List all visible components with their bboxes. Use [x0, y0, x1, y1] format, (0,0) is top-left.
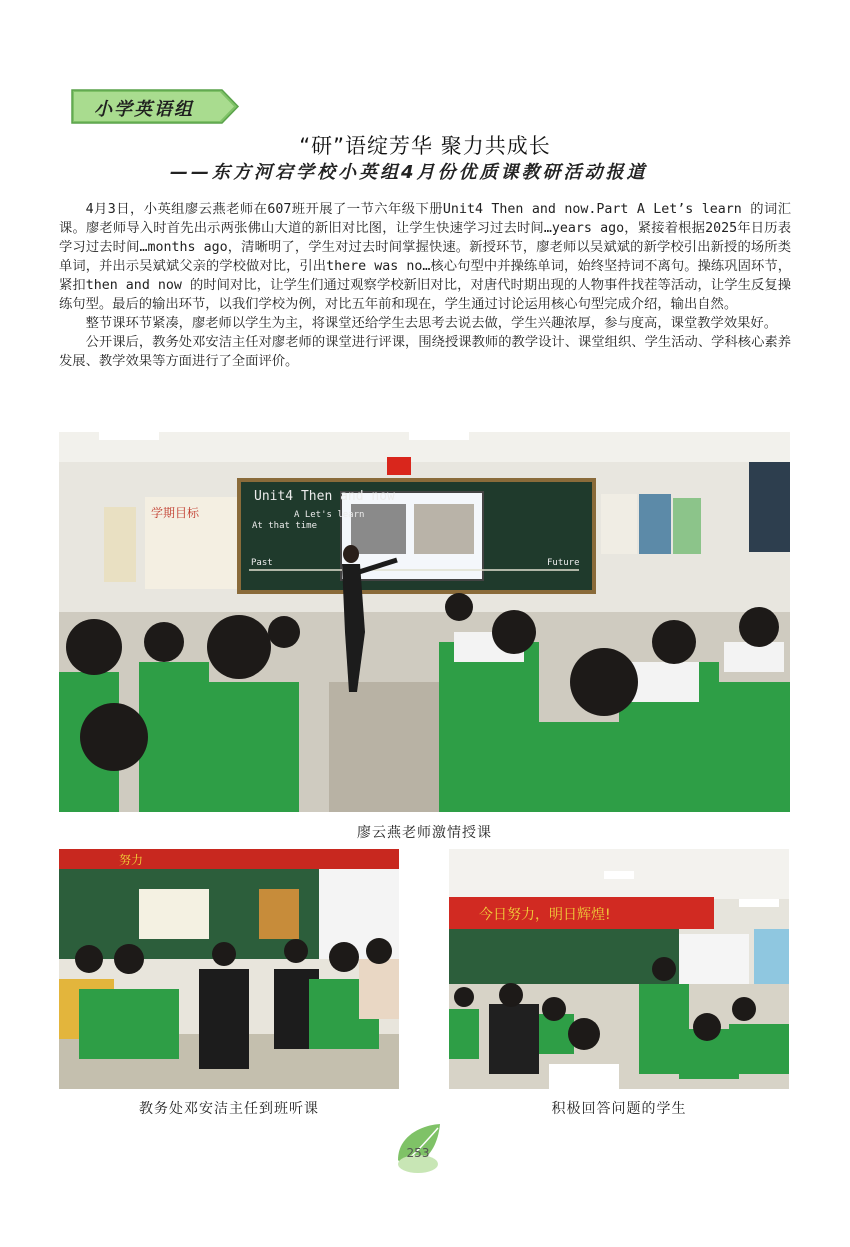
- page-subtitle: ——东方河宕学校小英组4月份优质课教研活动报道: [170, 162, 648, 183]
- right-photo-caption: 积极回答问题的学生: [551, 1101, 687, 1117]
- left-banner-text: 努力: [119, 853, 144, 867]
- paragraph: 公开课后，教务处邓安洁主任对廖老师的课堂进行评课，围绕授课教师的教学设计、课堂组织、学生活动、学科核心素养发展、教学效果等方面进行了全面评价。: [59, 335, 791, 369]
- board-sub-text: A Let's learn: [294, 510, 365, 520]
- board-future-text: Future: [547, 558, 580, 568]
- left-photo-caption: 教务处邓安洁主任到班听课: [139, 1101, 319, 1117]
- main-photo-caption: 廖云燕老师激情授课: [357, 825, 492, 841]
- section-tag-label: 小学英语组: [94, 99, 194, 120]
- section-tag: [70, 88, 240, 125]
- students-answering-photo: [449, 849, 789, 1089]
- classroom-teaching-photo: [59, 432, 790, 812]
- board-title-text: Unit4 Then and now: [254, 489, 395, 504]
- board-past-text: Past: [251, 558, 273, 568]
- article-body: [59, 200, 791, 371]
- paragraph: 4月3日，小英组廖云燕老师在607班开展了一节六年级下册Unit4 Then and now.Part A Let’s learn 的词汇课。廖老师导入时首先出示两张佛山大道的新旧对比图，让学生快速学习过去时间…years ago，紧接着根据2025年日历表学习过去时间…months ago，清晰明了，学生对过去时间掌握快速。新授环节，廖老师以吴斌斌的新学校引出新授的场所类单词，并出示吴斌斌父亲的学校做对比，引出there was no…核心句型中并操练单词，始终坚持词不离句。操练巩固环节，紧扣then and now 的时间对比，让学生们通过观察学校新旧对比，对唐代时期出现的人物事件找茬等活动，让学生反复操练句型。最后的输出环节，以我们学校为例，对比五年前和现在，学生通过讨论运用核心句型完成介绍，输出自然。: [59, 202, 791, 312]
- page-number: 253: [406, 1146, 430, 1160]
- observing-class-photo: [59, 849, 399, 1089]
- board-left-text: At that time: [252, 521, 318, 531]
- paragraph: 整节课环节紧凑，廖老师以学生为主，将课堂还给学生去思考去说去做，学生兴趣浓厚，参与度高，课堂教学效果好。: [85, 316, 778, 331]
- wall-sign-text: 学期目标: [151, 506, 200, 520]
- page-title: “研”语绽芳华 聚力共成长: [299, 134, 551, 158]
- right-banner-text: 今日努力，明日辉煌!: [479, 907, 611, 923]
